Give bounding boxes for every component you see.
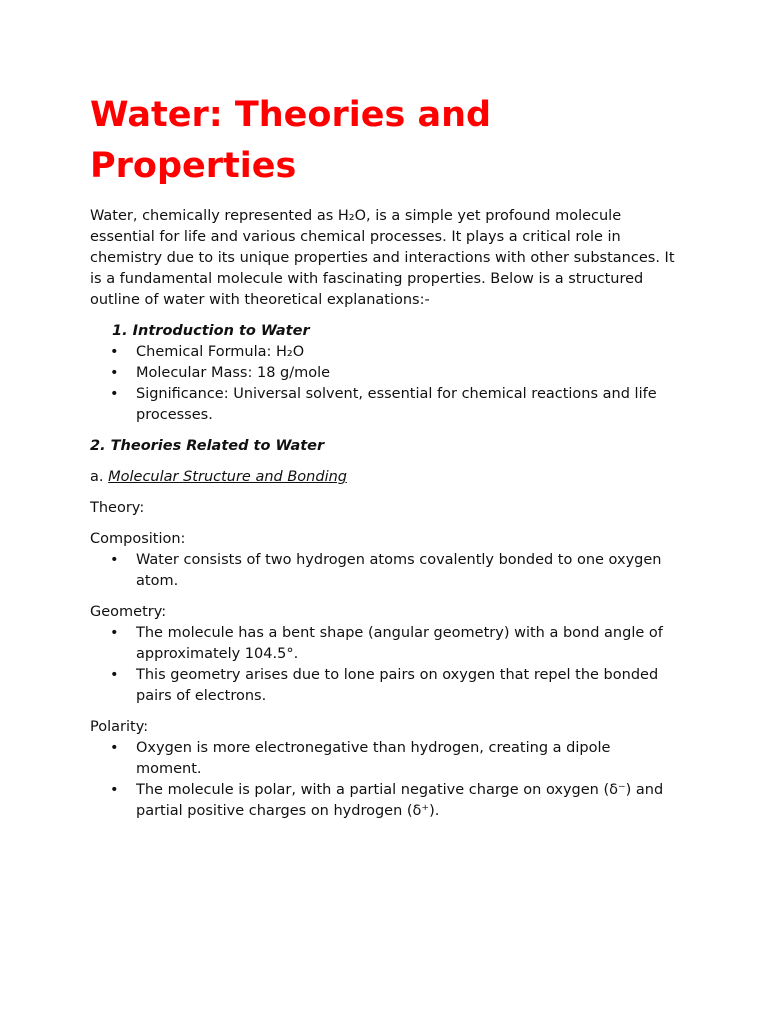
section-heading-introduction: 1. Introduction to Water	[112, 323, 310, 339]
introduction-list	[90, 342, 678, 426]
bullet-icon: •	[110, 782, 119, 798]
composition-list	[90, 550, 678, 592]
bullet-icon: •	[110, 625, 119, 641]
polarity-label: Polarity:	[90, 719, 149, 735]
bullet-icon: •	[110, 386, 119, 402]
list-item-text: Significance: Universal solvent, essential for chemical reactions and life processes.	[136, 386, 657, 423]
list-item	[110, 384, 678, 426]
list-item	[110, 780, 678, 822]
list-item	[110, 665, 678, 707]
list-item-text: The molecule has a bent shape (angular geometry) with a bond angle of approximately 104.5°.	[136, 625, 663, 662]
list-item	[110, 342, 678, 363]
list-item-text: Oxygen is more electronegative than hydrogen, creating a dipole moment.	[136, 740, 611, 777]
bullet-icon: •	[110, 740, 119, 756]
polarity-list	[90, 738, 678, 822]
bullet-icon: •	[110, 667, 119, 683]
section-heading-theories: 2. Theories Related to Water	[90, 438, 325, 454]
list-item-text: Molecular Mass: 18 g/mole	[136, 365, 331, 381]
page-title: Water: Theories and Properties	[90, 95, 492, 186]
subsection-title: Molecular Structure and Bonding	[108, 469, 347, 485]
bullet-icon: •	[110, 552, 119, 568]
geometry-list	[90, 623, 678, 707]
list-item	[110, 363, 678, 384]
composition-label: Composition:	[90, 531, 186, 547]
list-item	[110, 738, 678, 780]
list-item	[110, 623, 678, 665]
list-item-text: The molecule is polar, with a partial negative charge on oxygen (δ⁻) and partial positive charges on hydrogen (δ⁺).	[136, 782, 664, 819]
theory-label: Theory:	[90, 500, 145, 516]
subsection-prefix: a.	[90, 469, 109, 485]
section-introduction	[90, 321, 678, 426]
bullet-icon: •	[110, 344, 119, 360]
geometry-label: Geometry:	[90, 604, 167, 620]
list-item-text: Water consists of two hydrogen atoms covalently bonded to one oxygen atom.	[136, 552, 662, 589]
list-item	[110, 550, 678, 592]
bullet-icon: •	[110, 365, 119, 381]
list-item-text: This geometry arises due to lone pairs on oxygen that repel the bonded pairs of electrons.	[136, 667, 659, 704]
subsection-heading-structure	[90, 467, 678, 488]
intro-paragraph: Water, chemically represented as H₂O, is a simple yet profound molecule essential for life and various chemical processes. It plays a critical role in chemistry due to its unique properties and interactions with other substances. It is a fundamental molecule with fascinating properties. Below is a structured outline of water with theoretical explanations:-	[90, 208, 675, 308]
list-item-text: Chemical Formula: H₂O	[136, 344, 305, 360]
